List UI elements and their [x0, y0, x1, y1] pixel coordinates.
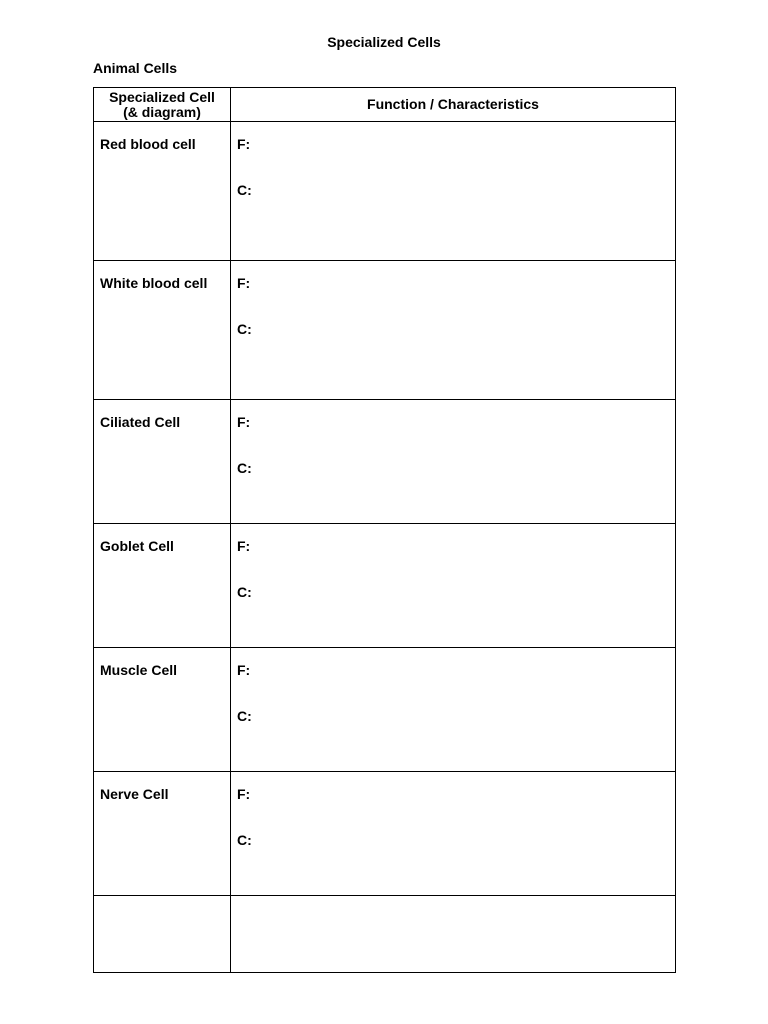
characteristics-label: C:	[237, 708, 252, 724]
cell-name: Red blood cell	[94, 122, 231, 261]
function-label: F:	[237, 662, 251, 678]
function-label: F:	[237, 414, 251, 430]
cell-name-empty[interactable]	[94, 896, 231, 973]
function-characteristics-cell-empty[interactable]	[231, 896, 676, 973]
table-row-empty	[94, 896, 676, 973]
header-specialized-cell-line2: (& diagram)	[123, 104, 201, 120]
characteristics-label: C:	[237, 321, 252, 337]
page-title: Specialized Cells	[327, 34, 441, 50]
header-specialized-cell	[94, 88, 231, 122]
table-header-row	[94, 88, 676, 122]
cell-name: Muscle Cell	[94, 648, 231, 772]
table-row	[94, 772, 676, 896]
function-label: F:	[237, 538, 251, 554]
table-row	[94, 648, 676, 772]
table-row	[94, 524, 676, 648]
characteristics-label: C:	[237, 584, 252, 600]
cell-name: Nerve Cell	[94, 772, 231, 896]
table-row	[94, 122, 676, 261]
cell-name: Ciliated Cell	[94, 400, 231, 524]
function-characteristics-cell[interactable]	[231, 261, 676, 400]
cell-name: Goblet Cell	[94, 524, 231, 648]
function-label: F:	[237, 786, 251, 802]
specialized-cells-table	[93, 87, 676, 973]
function-characteristics-cell[interactable]	[231, 122, 676, 261]
cell-name: White blood cell	[94, 261, 231, 400]
function-label: F:	[237, 136, 251, 152]
function-characteristics-cell[interactable]	[231, 648, 676, 772]
characteristics-label: C:	[237, 832, 252, 848]
function-characteristics-cell[interactable]	[231, 400, 676, 524]
header-specialized-cell-line1: Specialized Cell	[109, 89, 215, 105]
function-characteristics-cell[interactable]	[231, 772, 676, 896]
table-row	[94, 261, 676, 400]
characteristics-label: C:	[237, 460, 252, 476]
header-function-characteristics: Function / Characteristics	[231, 88, 676, 122]
characteristics-label: C:	[237, 182, 252, 198]
function-characteristics-cell[interactable]	[231, 524, 676, 648]
function-label: F:	[237, 275, 251, 291]
table-row	[94, 400, 676, 524]
section-heading: Animal Cells	[93, 60, 178, 76]
